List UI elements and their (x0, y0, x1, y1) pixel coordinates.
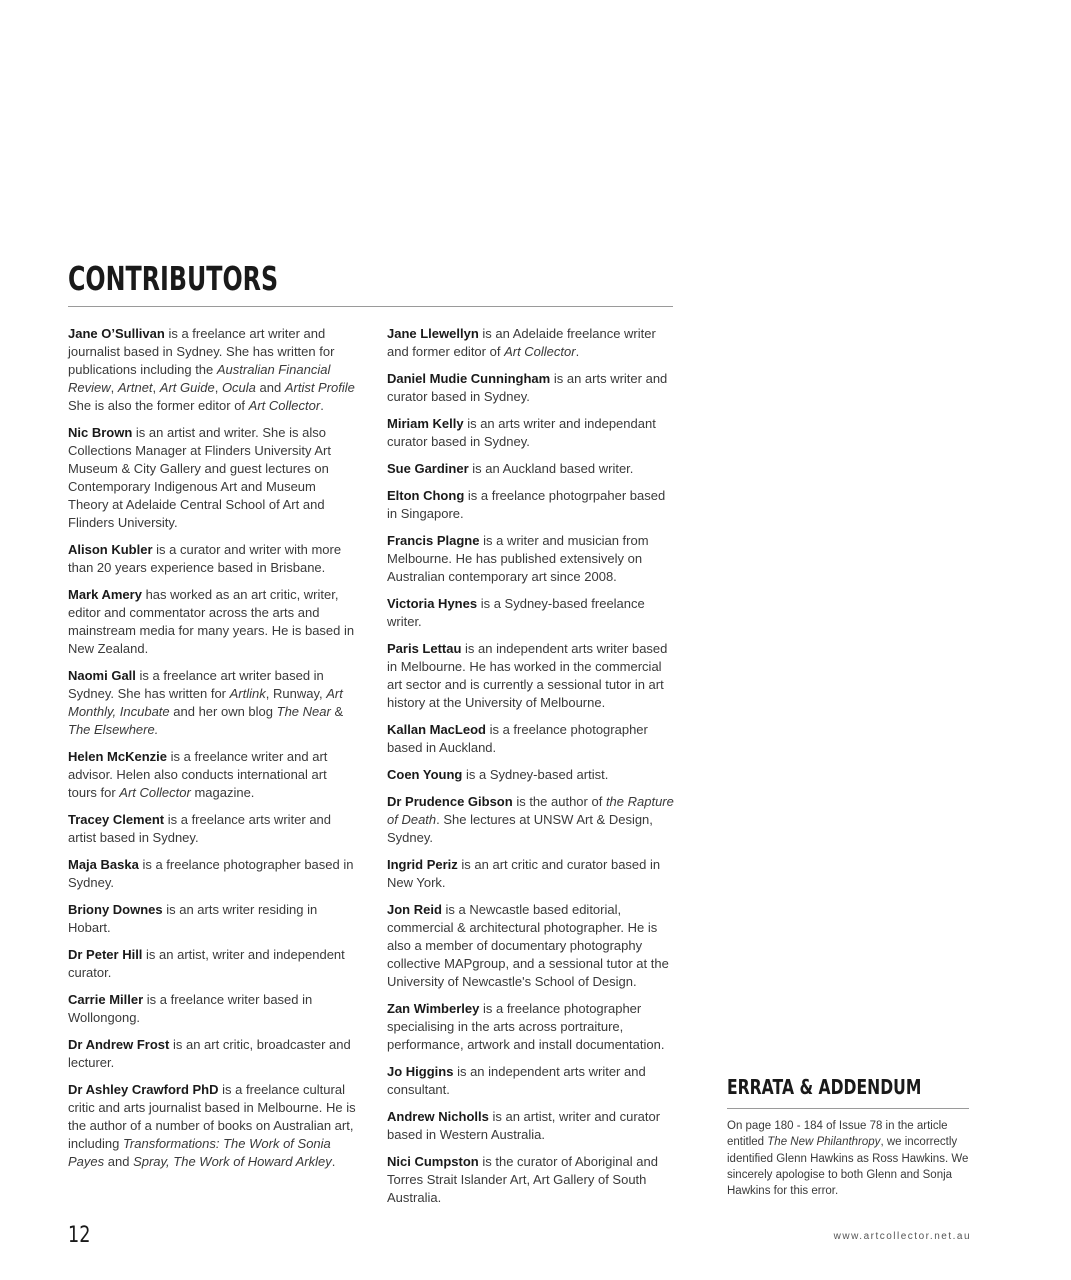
contributor-entry (387, 1108, 677, 1144)
text-segment: is a freelance photographer specialising in the arts across portraiture, performance, artwork and install documentation. (387, 1001, 665, 1052)
publication-title: The Elsewhere. (68, 722, 159, 737)
contributor-entry (387, 901, 677, 991)
contributor-entry (387, 1063, 677, 1099)
contributor-entry (387, 415, 677, 451)
text-segment: is a freelance writer and art advisor. Helen also conducts international art tours for (68, 749, 328, 800)
contributor-entry (68, 856, 358, 892)
text-segment: , Runway, (265, 686, 327, 701)
contributor-entry (387, 370, 677, 406)
contributor-entry (68, 586, 358, 658)
contributor-name: Dr Ashley Crawford PhD (68, 1082, 219, 1097)
text-segment: is an independent arts writer and consultant. (387, 1064, 646, 1097)
contributor-entry (68, 1081, 358, 1171)
page-number: 12 (68, 1223, 91, 1248)
publication-title: Artist Profile (284, 380, 355, 395)
text-segment: is a freelance writer based in Wollongong. (68, 992, 313, 1025)
contributor-entry (68, 424, 358, 532)
contributor-entry (68, 991, 358, 1027)
contributor-entry (387, 1153, 677, 1207)
contributor-name: Dr Peter Hill (68, 947, 143, 962)
publication-title: Art Collector (504, 344, 576, 359)
text-segment: . (320, 398, 324, 413)
text-segment: is a freelance photographer based in Auckland. (387, 722, 648, 755)
contributor-name: Victoria Hynes (387, 596, 478, 611)
text-segment: is a freelance arts writer and artist based in Sydney. (68, 812, 332, 845)
contributor-name: Jane O’Sullivan (68, 326, 165, 341)
text-segment: is an Auckland based writer. (468, 461, 634, 476)
text-segment: is an Adelaide freelance writer and former editor of (387, 326, 656, 359)
contributor-name: Nici Cumpston (387, 1154, 479, 1169)
text-segment: and her own blog (169, 704, 277, 719)
text-segment: is a freelance art writer based in Sydney. She has written for (68, 668, 324, 701)
website-url: www.artcollector.net.au (833, 1231, 971, 1242)
text-segment: . She lectures at UNSW Art & Design, Sydney. (387, 812, 653, 845)
contributor-name: Tracey Clement (68, 812, 165, 827)
contributor-entry (387, 325, 677, 361)
text-segment: is an artist, writer and independent curator. (68, 947, 345, 980)
page-title: CONTRIBUTORS (68, 259, 279, 298)
contributor-entry (68, 1036, 358, 1072)
publication-title: The New Philanthropy (767, 1136, 881, 1149)
text-segment: is a freelance photogrpaher based in Singapore. (387, 488, 666, 521)
contributor-entry (68, 541, 358, 577)
contributor-name: Alison Kubler (68, 542, 153, 557)
text-segment: She is also the former editor of (68, 398, 249, 413)
text-segment: is a Newcastle based editorial, commercial & architectural photographer. He is also a member of documentary photography collective MAPgroup, and a sessional tutor at the University of Newcastle's School of Design. (387, 902, 669, 989)
contributor-entry (387, 532, 677, 586)
contributor-name: Francis Plagne (387, 533, 480, 548)
publication-title: The Near (276, 704, 331, 719)
text-segment: is an independent arts writer based in Melbourne. He has worked in the commercial art sector and is currently a sessional tutor in art history at the University of Melbourne. (387, 641, 668, 710)
contributor-name: Naomi Gall (68, 668, 136, 683)
contributor-name: Andrew Nicholls (387, 1109, 489, 1124)
contributor-entry (68, 325, 358, 415)
text-segment: , we incorrectly identified Glenn Hawkins as Ross Hawkins. We sincerely apologise to both Glenn and Sonja Hawkins for this error. (727, 1136, 969, 1198)
contributor-name: Briony Downes (68, 902, 163, 917)
contributor-name: Miriam Kelly (387, 416, 464, 431)
text-segment: and (255, 380, 285, 395)
contributor-entry (387, 640, 677, 712)
publication-title: Ocula (221, 380, 256, 395)
contributor-name: Maja Baska (68, 857, 139, 872)
text-segment: On page 180 - 184 of Issue 78 in the article entitled (727, 1120, 948, 1149)
contributor-entry (387, 793, 677, 847)
text-segment: and (104, 1154, 134, 1169)
text-segment: is an arts writer and independant curator based in Sydney. (387, 416, 656, 449)
contributor-name: Paris Lettau (387, 641, 462, 656)
text-segment: is an arts writer and curator based in Sydney. (387, 371, 668, 404)
contributor-name: Elton Chong (387, 488, 465, 503)
errata-text (727, 1118, 973, 1199)
publication-title: Artnet (117, 380, 153, 395)
text-segment: has worked as an art critic, writer, editor and commentator across the arts and mainstream media for many years. He is based in New Zealand. (68, 587, 355, 656)
text-segment: is a freelance art writer and journalist based in Sydney. She has written for publications including the (68, 326, 335, 377)
contributor-name: Carrie Miller (68, 992, 144, 1007)
publication-title: Art Collector (248, 398, 321, 413)
text-segment: , (152, 380, 160, 395)
contributor-name: Dr Prudence Gibson (387, 794, 513, 809)
publication-title: Spray, The Work of Howard Arkley (133, 1154, 332, 1169)
title-divider (68, 306, 673, 307)
publication-title: Art Collector (119, 785, 191, 800)
publication-title: Art Monthly, Incubate (68, 686, 343, 719)
text-segment: is a freelance cultural critic and arts journalist based in Melbourne. He is the author of a number of books on Australian art, including (68, 1082, 356, 1151)
publication-title: Transformations: The Work of Sonia Payes (68, 1136, 331, 1169)
text-segment: is a curator and writer with more than 20 years experience based in Brisbane. (68, 542, 342, 575)
contributor-entry (68, 946, 358, 982)
publication-title: the Rapture of Death (387, 794, 674, 827)
contributors-column-1 (68, 325, 358, 1180)
contributor-name: Sue Gardiner (387, 461, 469, 476)
contributor-name: Helen McKenzie (68, 749, 167, 764)
text-segment: is a writer and musician from Melbourne. He has published extensively on Australian contemporary art since 2008. (387, 533, 649, 584)
contributor-entry (68, 811, 358, 847)
publication-title: Artlink (229, 686, 266, 701)
contributor-name: Jo Higgins (387, 1064, 454, 1079)
text-segment: is an artist, writer and curator based in Western Australia. (387, 1109, 661, 1142)
text-segment: is a Sydney-based artist. (462, 767, 609, 782)
contributor-entry (387, 595, 677, 631)
contributor-name: Ingrid Periz (387, 857, 458, 872)
contributor-entry (387, 1000, 677, 1054)
errata-heading: ERRATA & ADDENDUM (727, 1075, 922, 1099)
contributor-name: Kallan MacLeod (387, 722, 486, 737)
contributor-name: Jon Reid (387, 902, 442, 917)
contributor-entry (387, 856, 677, 892)
contributor-entry (387, 487, 677, 523)
contributor-entry (68, 901, 358, 937)
text-segment: , (214, 380, 222, 395)
text-segment: is an artist and writer. She is also Collections Manager at Flinders University Art Museum & City Gallery and guest lectures on Contemporary Indigenous Art and Museum Theory at Adelaide Central School of Art and Flinders University. (68, 425, 331, 530)
contributor-name: Jane Llewellyn (387, 326, 479, 341)
text-segment: is a Sydney-based freelance writer. (387, 596, 645, 629)
contributor-name: Daniel Mudie Cunningham (387, 371, 551, 386)
publication-title: Australian Financial Review (68, 362, 331, 395)
contributors-column-2 (387, 325, 677, 1216)
contributor-entry (387, 460, 677, 478)
contributor-entry (387, 721, 677, 757)
contributor-name: Zan Wimberley (387, 1001, 480, 1016)
contributor-name: Dr Andrew Frost (68, 1037, 170, 1052)
text-segment: is an arts writer residing in Hobart. (68, 902, 318, 935)
text-segment: & (330, 704, 344, 719)
text-segment: is a freelance photographer based in Sydney. (68, 857, 354, 890)
errata-divider (727, 1108, 969, 1109)
contributor-name: Coen Young (387, 767, 463, 782)
contributor-entry (68, 667, 358, 739)
text-segment: , (110, 380, 118, 395)
contributor-name: Nic Brown (68, 425, 133, 440)
contributor-name: Mark Amery (68, 587, 142, 602)
text-segment: . (331, 1154, 336, 1169)
publication-title: Art Guide (159, 380, 215, 395)
text-segment: is the author of (512, 794, 606, 809)
contributor-entry (387, 766, 677, 784)
text-segment: is the curator of Aboriginal and Torres Strait Islander Art, Art Gallery of South Australia. (387, 1154, 658, 1205)
text-segment: magazine. (190, 785, 255, 800)
contributor-entry (68, 748, 358, 802)
text-segment: . (575, 344, 580, 359)
text-segment: is an art critic and curator based in New York. (387, 857, 661, 890)
text-segment: is an art critic, broadcaster and lecturer. (68, 1037, 351, 1070)
